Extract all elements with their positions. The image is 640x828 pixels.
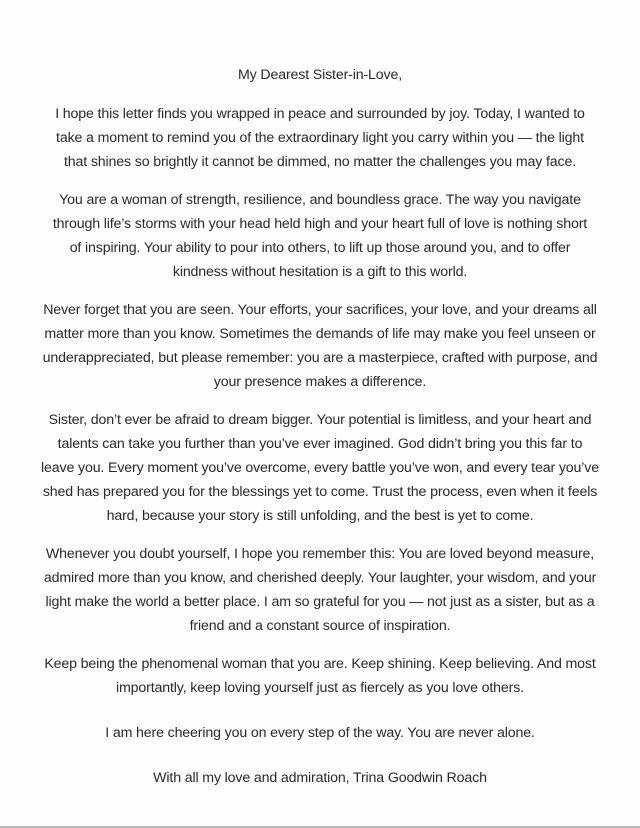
text-line: light make the world a better place. I am so grateful for you — not just as a sister, but as a (45, 594, 595, 610)
text-line: shed has prepared you for the blessings yet to come. Trust the process, even when it feels (42, 484, 598, 500)
text-line: friend and a constant source of inspiration. (189, 618, 451, 634)
text-line: talents can take you further than you’ve ever imagined. God didn’t bring you this far to (57, 436, 583, 452)
text-line: that shines so brightly it cannot be dimmed, no matter the challenges you may face. (64, 154, 576, 170)
text-line: underappreciated, but please remember: you are a masterpiece, crafted with purpose, and (42, 350, 598, 366)
text-line: hard, because your story is still unfolding, and the best is yet to come. (106, 508, 534, 524)
text-line: matter more than you know. Sometimes the demands of life may make you feel unseen or (44, 326, 596, 342)
letter-body (20, 63, 620, 790)
text-line: leave you. Every moment you’ve overcome, every battle you’ve won, and every tear you’ve (41, 460, 599, 476)
letter-signoff: With all my love and admiration, Trina Goodwin Roach (153, 770, 487, 786)
text-line: importantly, keep loving yourself just as fiercely as you love others. (116, 680, 524, 696)
letter-salutation: My Dearest Sister-in-Love, (237, 67, 403, 83)
letter-paragraph-1 (20, 102, 620, 174)
letter-paragraph-3 (20, 298, 620, 394)
text-line: your presence makes a difference. (213, 374, 427, 390)
letter-paragraph-5 (20, 542, 620, 638)
letter-paragraph-7 (20, 721, 620, 745)
text-line: of inspiring. Your ability to pour into others, to lift up those around you, and to offer (69, 240, 571, 256)
text-line: Whenever you doubt yourself, I hope you remember this: You are loved beyond measure, (45, 546, 595, 562)
text-line: kindness without hesitation is a gift to this world. (172, 264, 468, 280)
text-line: You are a woman of strength, resilience, and boundless grace. The way you navigate (59, 192, 581, 208)
text-line: through life’s storms with your head held high and your heart full of love is nothing short (52, 216, 588, 232)
text-line: admired more than you know, and cherished deeply. Your laughter, your wisdom, and your (43, 570, 597, 586)
letter-paragraph-6 (20, 652, 620, 700)
letter-paragraph-4 (20, 408, 620, 528)
text-line: I hope this letter finds you wrapped in peace and surrounded by joy. Today, I wanted to (55, 106, 585, 122)
letter-paragraph-2 (20, 188, 620, 284)
text-line: I am here cheering you on every step of the way. You are never alone. (105, 725, 535, 741)
text-line: Never forget that you are seen. Your efforts, your sacrifices, your love, and your dreams all (43, 302, 597, 318)
text-line: Sister, don’t ever be afraid to dream bigger. Your potential is limitless, and your heart and (48, 412, 592, 428)
text-line: take a moment to remind you of the extraordinary light you carry within you — the light (56, 130, 584, 146)
text-line: Keep being the phenomenal woman that you are. Keep shining. Keep believing. And most (44, 656, 596, 672)
